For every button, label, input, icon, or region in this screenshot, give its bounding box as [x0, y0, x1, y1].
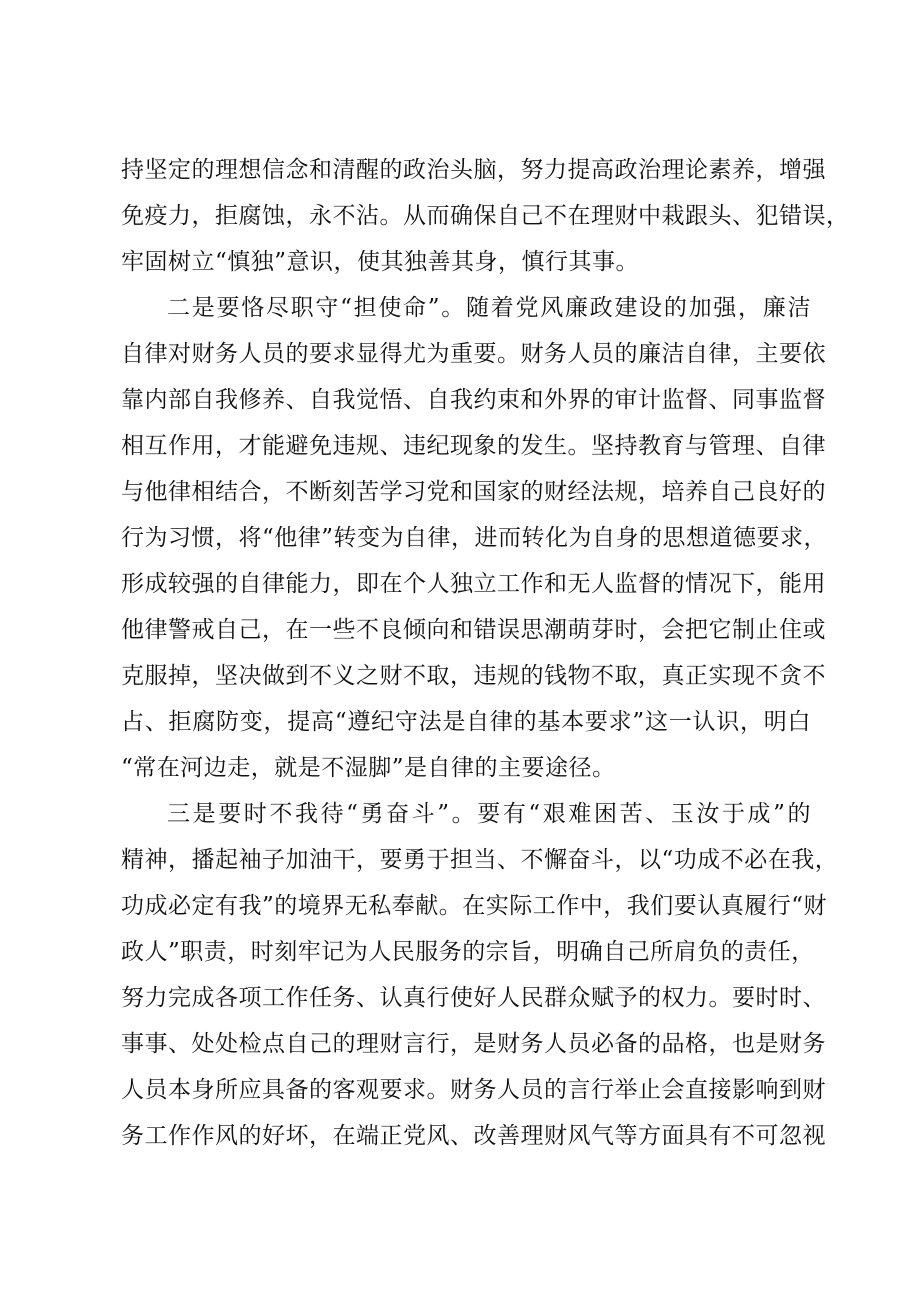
text-line: 自律对财务人员的要求显得尤为重要。财务人员的廉洁自律，主要依	[121, 341, 826, 367]
text-line: 功成必定有我”的境界无私奉献。在实际工作中，我们要认真履行“财	[121, 893, 828, 919]
text-line: 精神，播起袖子加油干，要勇于担当、不懈奋斗，以“功成不必在我，	[121, 847, 839, 873]
text-line: 相互作用，才能避免违规、违纪现象的发生。坚持教育与管理、自律	[121, 433, 826, 459]
paragraph-3	[121, 801, 839, 1172]
text-line: 三是要时不我待“勇奋斗”。要有“艰难困苦、玉汝于成”的	[167, 801, 811, 827]
text-line: 形成较强的自律能力，即在个人独立工作和无人监督的情况下，能用	[121, 571, 826, 597]
paragraph-1	[121, 157, 850, 298]
text-line: 人员本身所应具备的客观要求。财务人员的言行举止会直接影响到财	[121, 1077, 826, 1103]
text-line: 他律警戒自己，在一些不良倾向和错误思潮萌芽时，会把它制止住或	[121, 617, 826, 643]
text-line: 政人”职责，时刻牢记为人民服务的宗旨，明确自己所肩负的责任，	[121, 939, 815, 965]
text-line: 占、拒腐防变，提高“遵纪守法是自律的基本要求”这一认识，明白	[121, 709, 811, 735]
text-line: 行为习惯，将“他律”转变为自律，进而转化为自身的思想道德要求，	[121, 525, 828, 551]
text-line: 持坚定的理想信念和清醒的政治头脑，努力提高政治理论素养，增强	[121, 157, 826, 183]
text-line: 务工作作风的好坏，在端正党风、改善理财风气等方面具有不可忽视	[121, 1123, 826, 1149]
text-line: “常在河边走，就是不湿脚”是自律的主要途径。	[121, 755, 616, 781]
body-text	[121, 157, 850, 1172]
text-line: 牢固树立“慎独”意识，使其独善其身，慎行其事。	[121, 249, 640, 275]
text-line: 努力完成各项工作任务、认真行使好人民群众赋予的权力。要时时、	[121, 985, 826, 1011]
text-line: 克服掉，坚决做到不义之财不取，违规的钱物不取，真正实现不贪不	[121, 663, 826, 689]
text-line: 免疫力，拒腐蚀，永不沾。从而确保自己不在理财中栽跟头、犯错误，	[121, 203, 850, 229]
text-line: 靠内部自我修养、自我觉悟、自我约束和外界的审计监督、同事监督	[121, 387, 826, 413]
text-line: 事事、处处检点自己的理财言行，是财务人员必备的品格，也是财务	[121, 1031, 826, 1057]
text-line: 与他律相结合，不断刻苦学习党和国家的财经法规，培养自己良好的	[121, 479, 826, 505]
text-line: 二是要恪尽职守“担使命”。随着党风廉政建设的加强，廉洁	[167, 295, 811, 321]
paragraph-2	[121, 295, 828, 804]
